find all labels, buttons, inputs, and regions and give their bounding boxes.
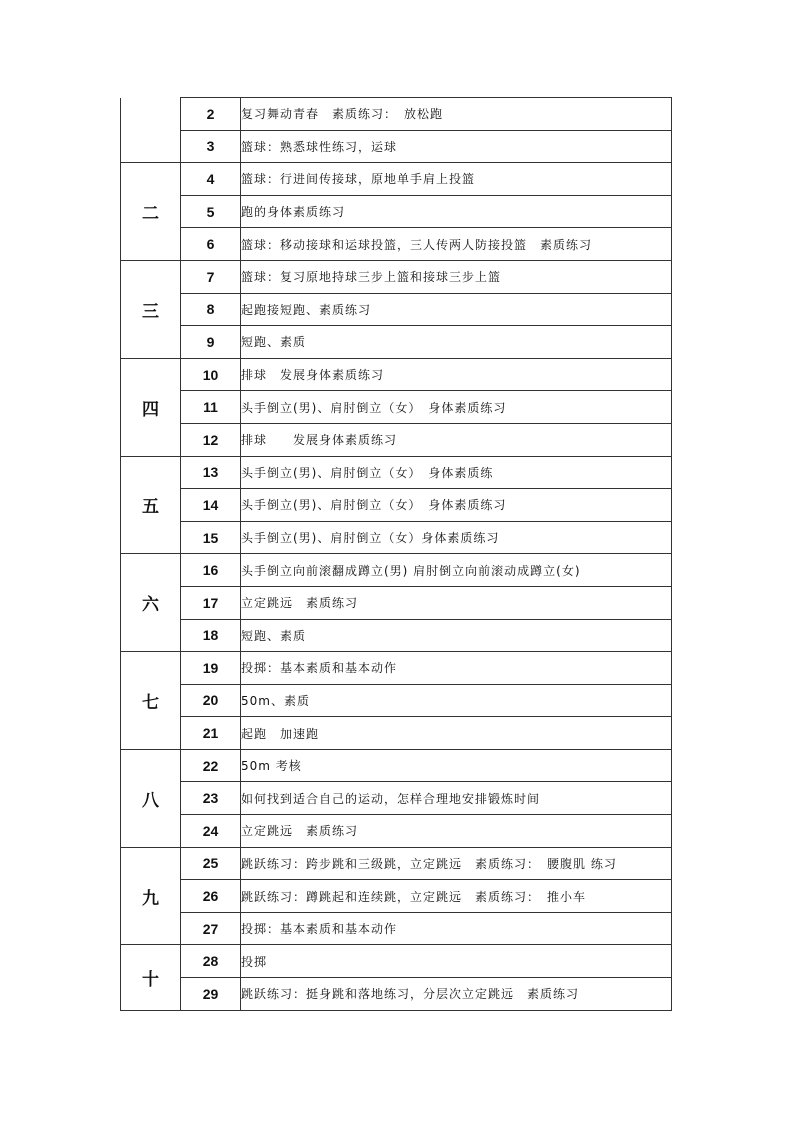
lesson-number: 6 (181, 228, 241, 261)
lesson-number: 12 (181, 423, 241, 456)
lesson-number: 28 (181, 945, 241, 978)
lesson-content: 头手倒立(男)、肩肘倒立（女） 身体素质练习 (241, 489, 672, 522)
lesson-number: 4 (181, 163, 241, 196)
lesson-number: 17 (181, 586, 241, 619)
lesson-number: 26 (181, 880, 241, 913)
lesson-number: 2 (181, 98, 241, 131)
schedule-body (121, 98, 672, 1011)
lesson-number: 8 (181, 293, 241, 326)
table-row (121, 293, 672, 326)
table-row (121, 326, 672, 359)
lesson-content: 篮球：行进间传接球，原地单手肩上投篮 (241, 163, 672, 196)
table-row (121, 228, 672, 261)
lesson-content: 篮球：复习原地持球三步上篮和接球三步上篮 (241, 260, 672, 293)
lesson-number: 21 (181, 717, 241, 750)
week-cell: 二 (121, 163, 181, 261)
lesson-number: 15 (181, 521, 241, 554)
table-row (121, 391, 672, 424)
lesson-content: 50m、素质 (241, 684, 672, 717)
lesson-content: 投掷 (241, 945, 672, 978)
lesson-number: 18 (181, 619, 241, 652)
lesson-content: 头手倒立(男)、肩肘倒立（女） 身体素质练习 (241, 391, 672, 424)
lesson-content: 跑的身体素质练习 (241, 195, 672, 228)
lesson-number: 19 (181, 652, 241, 685)
week-cell: 四 (121, 358, 181, 456)
lesson-content: 头手倒立(男)、肩肘倒立（女）身体素质练习 (241, 521, 672, 554)
lesson-number: 10 (181, 358, 241, 391)
lesson-number: 9 (181, 326, 241, 359)
lesson-content: 头手倒立向前滚翻成蹲立(男) 肩肘倒立向前滚动成蹲立(女) (241, 554, 672, 587)
week-cell: 九 (121, 847, 181, 945)
table-row (121, 456, 672, 489)
lesson-content: 投掷：基本素质和基本动作 (241, 652, 672, 685)
table-row (121, 195, 672, 228)
lesson-number: 11 (181, 391, 241, 424)
lesson-content: 篮球：熟悉球性练习，运球 (241, 130, 672, 163)
lesson-content: 50m 考核 (241, 749, 672, 782)
table-row (121, 717, 672, 750)
lesson-number: 23 (181, 782, 241, 815)
lesson-number: 24 (181, 815, 241, 848)
week-cell: 五 (121, 456, 181, 554)
lesson-content: 跳跃练习：挺身跳和落地练习，分层次立定跳远 素质练习 (241, 978, 672, 1011)
lesson-number: 27 (181, 912, 241, 945)
table-row (121, 815, 672, 848)
table-row (121, 130, 672, 163)
table-row (121, 684, 672, 717)
lesson-number: 3 (181, 130, 241, 163)
table-row (121, 880, 672, 913)
week-cell: 六 (121, 554, 181, 652)
week-cell: 十 (121, 945, 181, 1010)
lesson-content: 篮球：移动接球和运球投篮，三人传两人防接投篮 素质练习 (241, 228, 672, 261)
week-cell (121, 98, 181, 163)
table-row (121, 489, 672, 522)
lesson-content: 立定跳远 素质练习 (241, 815, 672, 848)
lesson-content: 投掷：基本素质和基本动作 (241, 912, 672, 945)
schedule-table (120, 97, 672, 1011)
lesson-content: 短跑、素质 (241, 619, 672, 652)
lesson-content: 立定跳远 素质练习 (241, 586, 672, 619)
table-row (121, 847, 672, 880)
lesson-content: 起跑 加速跑 (241, 717, 672, 750)
table-row (121, 912, 672, 945)
lesson-number: 16 (181, 554, 241, 587)
table-row (121, 521, 672, 554)
week-cell: 七 (121, 652, 181, 750)
lesson-content: 排球 发展身体素质练习 (241, 423, 672, 456)
table-row (121, 163, 672, 196)
week-cell: 八 (121, 749, 181, 847)
table-row (121, 98, 672, 131)
table-row (121, 358, 672, 391)
table-row (121, 652, 672, 685)
lesson-content: 起跑接短跑、素质练习 (241, 293, 672, 326)
table-row (121, 423, 672, 456)
lesson-number: 29 (181, 978, 241, 1011)
week-cell: 三 (121, 260, 181, 358)
table-row (121, 554, 672, 587)
lesson-number: 25 (181, 847, 241, 880)
lesson-content: 跳跃练习：跨步跳和三级跳，立定跳远 素质练习： 腰腹肌 练习 (241, 847, 672, 880)
lesson-content: 如何找到适合自己的运动，怎样合理地安排锻炼时间 (241, 782, 672, 815)
lesson-number: 5 (181, 195, 241, 228)
lesson-number: 7 (181, 260, 241, 293)
table-row (121, 260, 672, 293)
table-row (121, 586, 672, 619)
lesson-content: 头手倒立(男)、肩肘倒立（女） 身体素质练 (241, 456, 672, 489)
lesson-number: 20 (181, 684, 241, 717)
lesson-content: 复习舞动青春 素质练习： 放松跑 (241, 98, 672, 131)
lesson-number: 14 (181, 489, 241, 522)
table-row (121, 945, 672, 978)
lesson-content: 跳跃练习：蹲跳起和连续跳，立定跳远 素质练习： 推小车 (241, 880, 672, 913)
lesson-content: 短跑、素质 (241, 326, 672, 359)
table-row (121, 978, 672, 1011)
lesson-content: 排球 发展身体素质练习 (241, 358, 672, 391)
table-row (121, 749, 672, 782)
table-row (121, 619, 672, 652)
lesson-number: 22 (181, 749, 241, 782)
lesson-number: 13 (181, 456, 241, 489)
table-row (121, 782, 672, 815)
